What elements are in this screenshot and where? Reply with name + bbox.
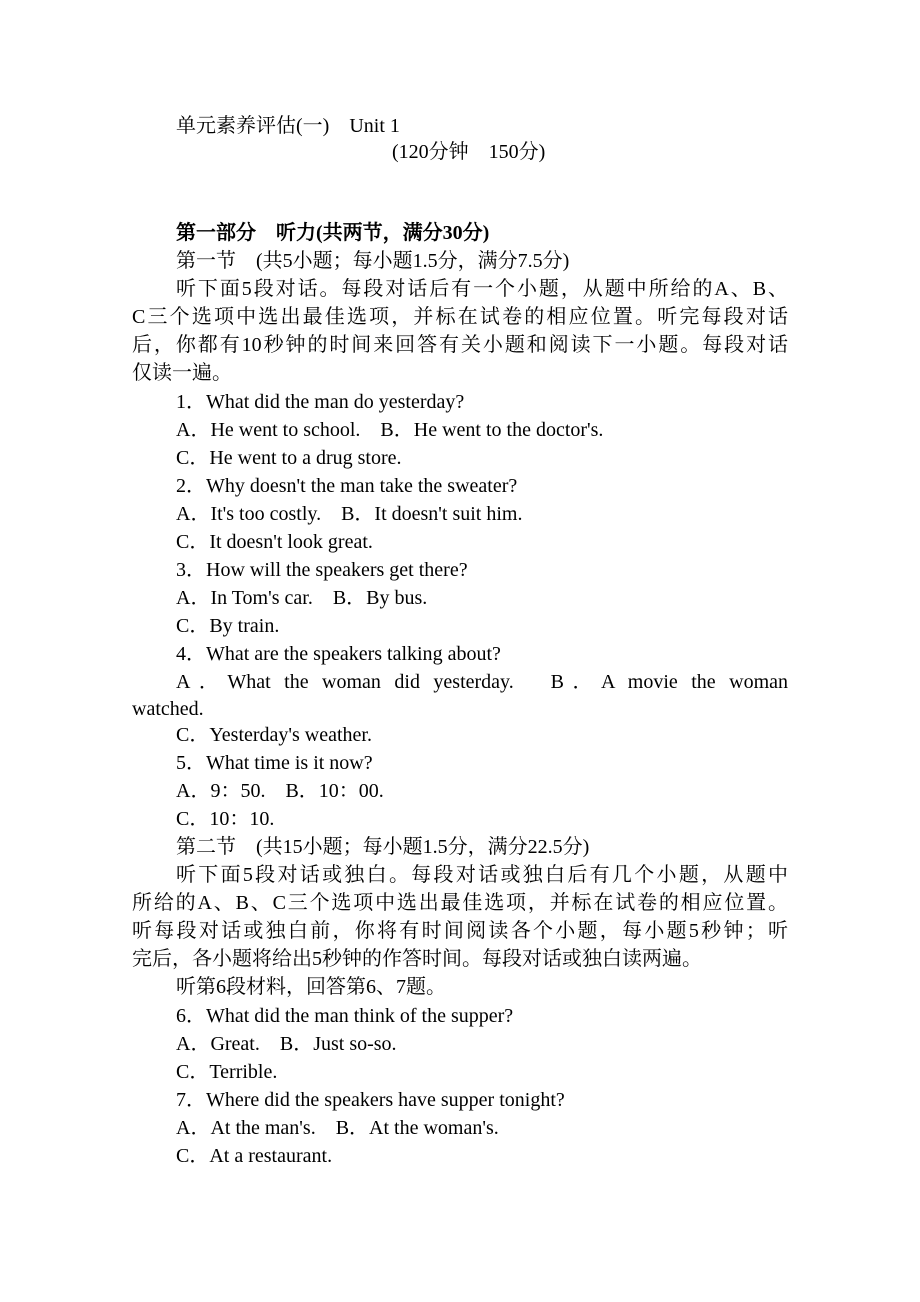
question-option-c: C．At a restaurant. xyxy=(176,1145,333,1167)
section2-instruction-line: 听每段对话或独白前，你将有时间阅读各个小题，每小题5秒钟；听 xyxy=(132,920,788,942)
question-option-c: C．Yesterday's weather. xyxy=(176,724,372,746)
section1-instruction-line: 后，你都有10秒钟的时间来回答有关小题和阅读下一小题。每段对话 xyxy=(132,334,788,356)
question-options-ab: A．He went to school. B．He went to the doctor's. xyxy=(176,419,604,441)
question-options-ab-continued: watched. xyxy=(132,698,204,720)
question-stem: 7．Where did the speakers have supper tonight? xyxy=(176,1089,565,1111)
question-stem: 6．What did the man think of the supper? xyxy=(176,1005,514,1027)
document-title: 单元素养评估(一) Unit 1 xyxy=(176,115,400,137)
question-option-c: C．It doesn't look great. xyxy=(176,531,373,553)
section1-instruction-line: C三个选项中选出最佳选项，并标在试卷的相应位置。听完每段对话 xyxy=(132,306,788,328)
question-option-c: C．10：10. xyxy=(176,808,275,830)
section2-instruction-line: 完后，各小题将给出5秒钟的作答时间。每段对话或独白读两遍。 xyxy=(132,948,702,970)
question-option-c: C．By train. xyxy=(176,615,280,637)
section1-instruction-line: 仅读一遍。 xyxy=(132,362,232,384)
question-options-ab: A．At the man's. B．At the woman's. xyxy=(176,1117,499,1139)
question-options-ab: A．Great. B．Just so-so. xyxy=(176,1033,397,1055)
section1-heading: 第一节 (共5小题；每小题1.5分，满分7.5分) xyxy=(176,250,570,272)
question-stem: 2．Why doesn't the man take the sweater? xyxy=(176,475,518,497)
question-stem: 4．What are the speakers talking about? xyxy=(176,643,501,665)
section2-heading: 第二节 (共15小题；每小题1.5分，满分22.5分) xyxy=(176,836,590,858)
material-instruction: 听第6段材料，回答第6、7题。 xyxy=(176,976,446,998)
question-options-ab: A．What the woman did yesterday. B．A movie the woman xyxy=(176,671,788,693)
question-option-c: C．He went to a drug store. xyxy=(176,447,402,469)
question-options-ab: A．It's too costly. B．It doesn't suit him. xyxy=(176,503,523,525)
question-stem: 3．How will the speakers get there? xyxy=(176,559,468,581)
question-stem: 5．What time is it now? xyxy=(176,752,373,774)
part1-title: 第一部分 听力(共两节，满分30分) xyxy=(176,222,490,244)
question-options-ab: A．In Tom's car. B．By bus. xyxy=(176,587,428,609)
question-option-c: C．Terrible. xyxy=(176,1061,278,1083)
section2-instruction-line: 听下面5段对话或独白。每段对话或独白后有几个小题，从题中 xyxy=(176,864,788,886)
question-stem: 1．What did the man do yesterday? xyxy=(176,391,465,413)
question-options-ab: A．9：50. B．10：00. xyxy=(176,780,384,802)
document-subtitle: (120分钟 150分) xyxy=(392,141,546,163)
section2-instruction-line: 所给的A、B、C三个选项中选出最佳选项，并标在试卷的相应位置。 xyxy=(132,892,788,914)
section1-instruction-line: 听下面5段对话。每段对话后有一个小题，从题中所给的A、B、 xyxy=(176,278,788,300)
